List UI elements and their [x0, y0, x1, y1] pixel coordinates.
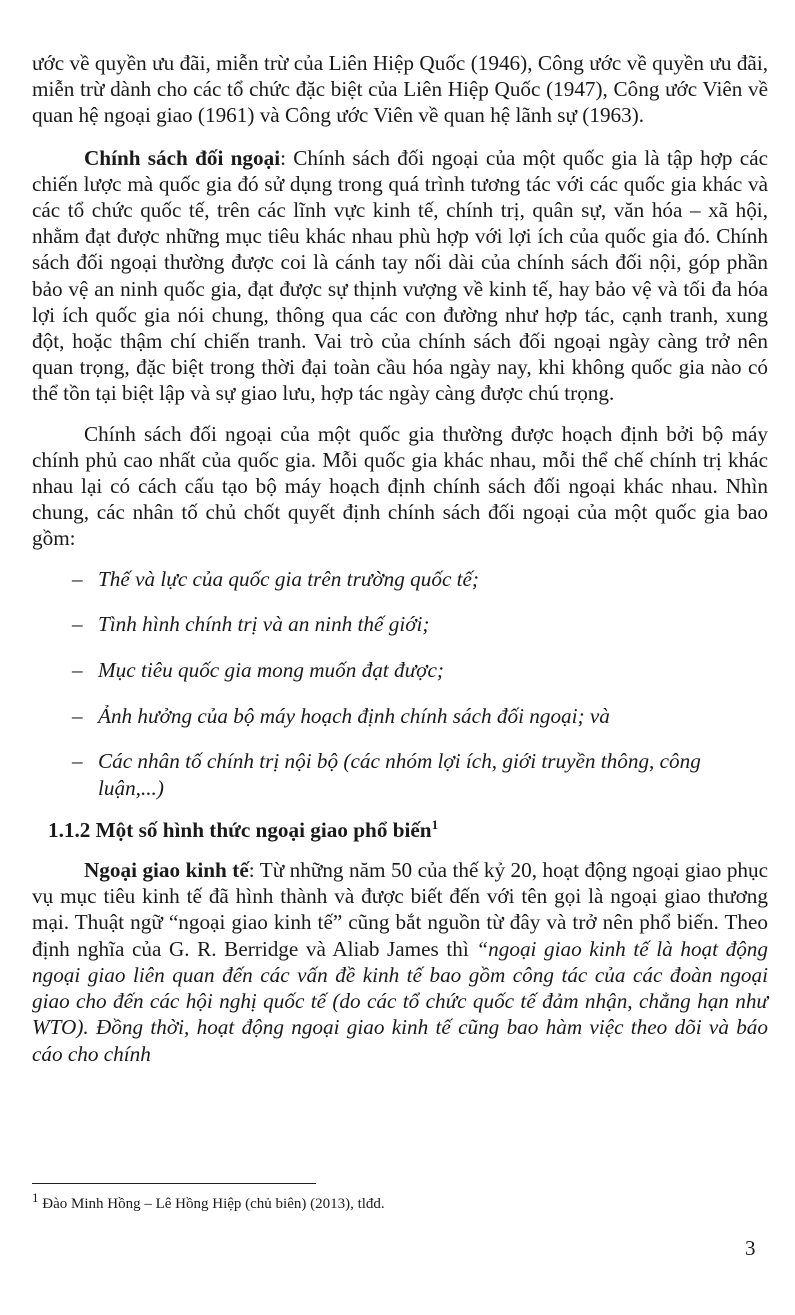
term-foreign-policy: Chính sách đối ngoại [84, 145, 281, 170]
dash-bullet: – [72, 658, 83, 683]
list-item-text: Thế và lực của quốc gia trên trường quốc tế; [98, 566, 479, 591]
section-heading-text: 1.1.2 Một số hình thức ngoại giao phổ biến [48, 817, 432, 842]
page-body [32, 50, 768, 1067]
dash-bullet: – [72, 612, 83, 637]
paragraph-foreign-policy [32, 145, 768, 407]
section-heading [32, 817, 768, 843]
footnote-divider [32, 1183, 316, 1184]
list-item [32, 611, 768, 637]
footnote-reference[interactable]: 1 [431, 816, 439, 832]
dash-bullet: – [72, 703, 83, 728]
list-item [32, 703, 768, 729]
dash-bullet: – [72, 566, 83, 591]
list-item-text: Ảnh hưởng của bộ máy hoạch định chính sách đối ngoại; và [98, 703, 610, 728]
paragraph-policy-makers: Chính sách đối ngoại của một quốc gia thường được hoạch định bởi bộ máy chính phủ cao nhất của quốc gia. Mỗi quốc gia khác nhau, mỗi thể chế chính trị khác nhau lại có cách cấu tạo bộ máy hoạch định chính sách đối ngoại khác nhau. Nhìn chung, các nhân tố chủ chốt quyết định chính sách đối ngoại của một quốc gia bao gồm: [32, 421, 768, 551]
footnote-mark: 1 [32, 1190, 39, 1205]
factors-list [32, 566, 768, 801]
list-item [32, 748, 768, 800]
list-item [32, 566, 768, 592]
footnote-text: Đào Minh Hồng – Lê Hồng Hiệp (chủ biên) (2013), tlđd. [38, 1196, 385, 1212]
list-item-text: Tình hình chính trị và an ninh thế giới; [98, 612, 430, 637]
list-item [32, 657, 768, 683]
list-item-text: Mục tiêu quốc gia mong muốn đạt được; [98, 658, 444, 683]
paragraph-foreign-policy-text: : Chính sách đối ngoại của một quốc gia là tập hợp các chiến lược mà quốc gia đó sử dụng trong quá trình tương tác với các quốc gia khác và các tổ chức quốc tế, trên các lĩnh vực kinh tế, chính trị, quân sự, văn hóa – xã hội, nhằm đạt được những mục tiêu khác nhau phù hợp với lợi ích của quốc gia đó. Chính sách đối ngoại thường được coi là cánh tay nối dài của chính sách đối nội, góp phần bảo vệ an ninh quốc gia, đạt được sự thịnh vượng về kinh tế, hay bảo vệ và tối đa hóa lợi ích quốc gia nói chung, thông qua các con đường như hợp tác, cạnh tranh, xung đột, hoặc thậm chí chiến tranh. Vai trò của chính sách đối ngoại ngày càng trở nên quan trọng, đặc biệt trong thời đại toàn cầu hóa ngày nay, khi không quốc gia nào có thể tồn tại biệt lập và sự giao lưu, hợp tác ngày càng được chú trọng. [32, 145, 768, 406]
definition-quote: “ngoại giao kinh tế là hoạt động ngoại giao liên quan đến các vấn đề kinh tế bao gồm công tác của các đoàn ngoại giao cho đến các hội nghị quốc tế (do các tổ chức quốc tế đảm nhận, chẳng hạn như WTO). Đồng thời, hoạt động ngoại giao kinh tế cũng bao hàm việc theo dõi và báo cáo cho chính [32, 936, 768, 1066]
dash-bullet: – [72, 749, 83, 774]
paragraph-economic-diplomacy [32, 857, 768, 1067]
term-economic-diplomacy: Ngoại giao kinh tế [84, 858, 249, 883]
paragraph-economic-diplomacy-text: : Từ những năm 50 của thế kỷ 20, hoạt động ngoại giao phục vụ mục tiêu kinh tế đã hình thành và được biết đến với tên gọi là ngoại giao thương mại. Thuật ngữ “ngoại giao kinh tế” cũng bắt nguồn từ đây và trở nên phổ biến. Theo định nghĩa của G. R. Berridge và Aliab James thì [32, 858, 769, 961]
footnote [32, 1190, 385, 1214]
paragraph-intro-continuation: ước về quyền ưu đãi, miễn trừ của Liên Hiệp Quốc (1946), Công ước về quyền ưu đãi, miễn trừ dành cho các tổ chức đặc biệt của Liên Hiệp Quốc (1947), Công ước Viên về quan hệ ngoại giao (1961) và Công ước Viên về quan hệ lãnh sự (1963). [32, 51, 768, 128]
page-number: 3 [745, 1236, 756, 1260]
list-item-text: Các nhân tố chính trị nội bộ (các nhóm lợi ích, giới truyền thông, công luận,...) [98, 749, 701, 800]
